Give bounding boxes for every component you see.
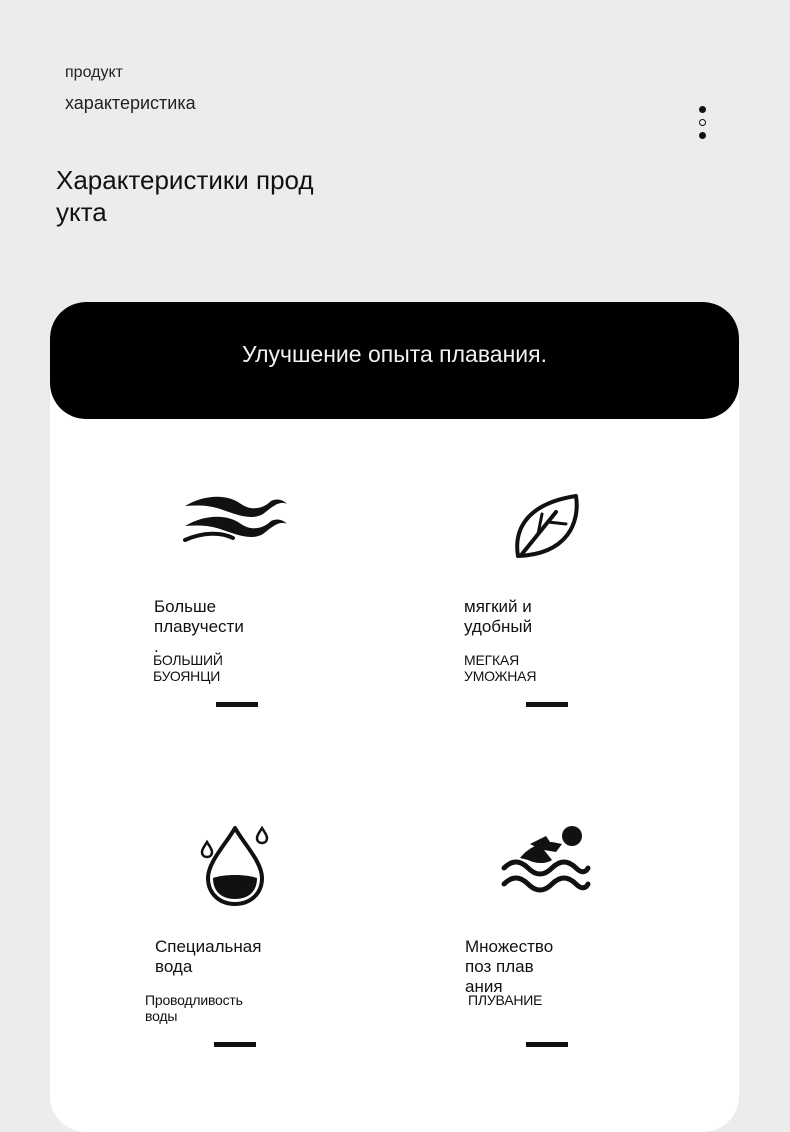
feature-dash xyxy=(526,702,568,707)
features-card xyxy=(50,302,739,1132)
dot-icon xyxy=(699,132,706,139)
water-drop-icon xyxy=(200,822,270,908)
more-options-icon[interactable] xyxy=(697,106,709,140)
feature-dash xyxy=(214,1042,256,1047)
dot-icon xyxy=(699,119,706,126)
waves-icon xyxy=(183,492,289,554)
feature-subtitle: БОЛЬШИЙ БУОЯНЦИ xyxy=(153,652,223,684)
eyebrow-product: продукт xyxy=(65,64,123,81)
feature-subtitle: ПЛУВАНИЕ xyxy=(468,992,543,1008)
banner xyxy=(50,302,739,419)
dot-icon xyxy=(699,106,706,113)
feature-dash xyxy=(526,1042,568,1047)
feature-subtitle: Проводливость воды xyxy=(145,992,243,1024)
feature-title: мягкий и удобный xyxy=(464,597,533,636)
swimmer-icon xyxy=(500,824,592,894)
leaf-icon xyxy=(512,492,582,562)
feature-title: Множество поз плав ания xyxy=(465,937,554,996)
feature-title: Специальная вода xyxy=(155,937,262,976)
feature-title: Больше плавучести . xyxy=(154,597,244,656)
feature-dash xyxy=(216,702,258,707)
page-title: Характеристики прод укта xyxy=(56,165,314,227)
banner-text: Улучшение опыта плавания. xyxy=(242,341,547,367)
feature-subtitle: МЕГКАЯ УМОЖНАЯ xyxy=(464,652,537,684)
eyebrow-characteristic: характеристика xyxy=(65,93,196,113)
